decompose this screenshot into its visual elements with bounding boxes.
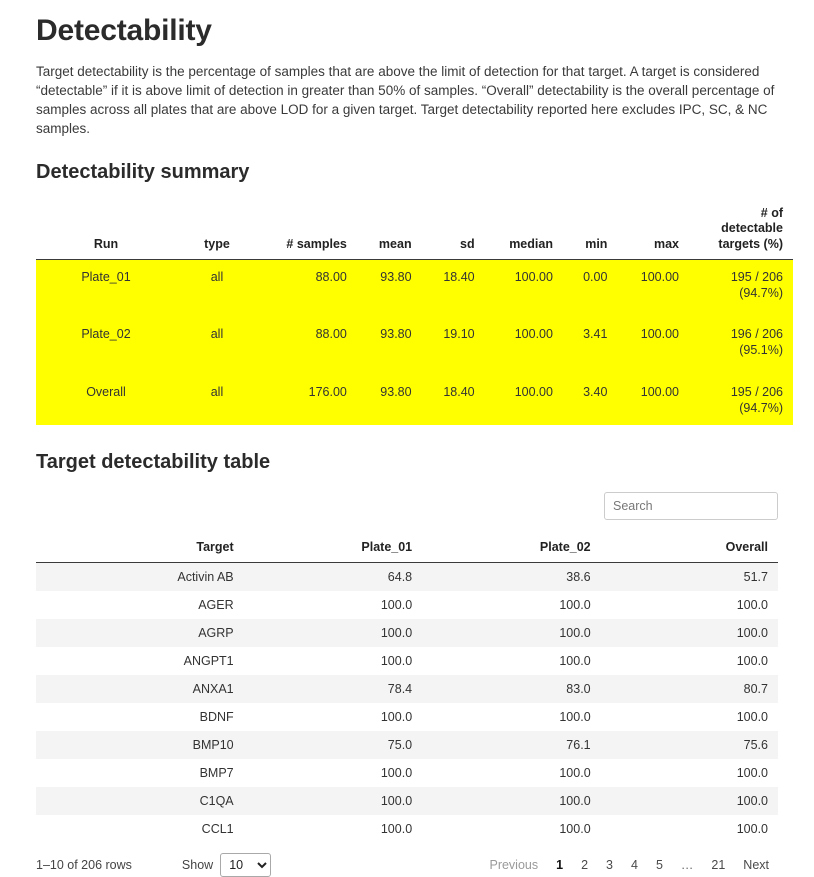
table-row: [36, 787, 778, 815]
detect-cell-target: BMP7: [199, 766, 234, 780]
pagination-page-21[interactable]: 21: [711, 858, 726, 872]
summary-col-min: min: [563, 202, 617, 259]
detect-table-footer: [36, 853, 778, 877]
detectability-summary-table: [36, 202, 793, 425]
detect-cell-plate-01: 100.0: [380, 598, 413, 612]
pagination: [480, 855, 778, 875]
rows-per-page-group: [182, 853, 271, 877]
detect-cell-target: Activin AB: [177, 570, 234, 584]
summary-col-max: max: [617, 202, 689, 259]
summary-table-head: [36, 202, 793, 259]
detect-cell-plate-02: 100.0: [559, 654, 591, 668]
summary-cell-samples: 88.00: [258, 259, 357, 310]
summary-col-median: median: [485, 202, 563, 259]
summary-cell-run: Overall: [36, 375, 176, 426]
table-row: [36, 563, 778, 592]
detect-cell-target: AGRP: [198, 626, 234, 640]
summary-cell-detectable-pct: (95.1%): [739, 343, 783, 358]
detect-cell-target: C1QA: [199, 794, 234, 808]
summary-col-detectable-line1: # of: [760, 205, 783, 220]
summary-cell-max: 100.00: [617, 317, 689, 368]
detect-cell-plate-02: 100.0: [559, 710, 591, 724]
detect-cell-plate-02: 100.0: [559, 626, 591, 640]
detect-table-body: [36, 563, 778, 844]
detect-cell-plate-02: 83.0: [566, 682, 591, 696]
detect-table-head: [36, 534, 778, 563]
detect-cell-overall: 100.0: [736, 766, 768, 780]
summary-cell-run: Plate_02: [36, 317, 176, 368]
summary-cell-type: all: [176, 317, 258, 368]
pagination-next[interactable]: Next: [743, 858, 769, 872]
summary-cell-min: 3.40: [563, 375, 617, 426]
detect-col-overall[interactable]: Overall: [601, 534, 778, 563]
detect-cell-plate-02: 100.0: [559, 766, 591, 780]
table-row: [36, 647, 778, 675]
detect-cell-target: CCL1: [201, 822, 234, 836]
pagination-ellipsis[interactable]: …: [680, 858, 694, 872]
detectability-summary-heading: Detectability summary: [36, 160, 250, 183]
detect-cell-plate-01: 100.0: [380, 766, 413, 780]
table-row: [36, 619, 778, 647]
summary-cell-detectable-count: 195 / 206: [730, 384, 783, 399]
summary-cell-type: all: [176, 259, 258, 310]
summary-cell-detectable-pct: (94.7%): [739, 400, 783, 415]
summary-cell-mean: 93.80: [357, 259, 422, 310]
summary-col-samples: # samples: [258, 202, 357, 259]
detect-cell-plate-02: 38.6: [566, 570, 591, 584]
detect-cell-overall: 100.0: [736, 598, 768, 612]
show-label: Show: [181, 858, 214, 872]
detect-cell-overall: 100.0: [736, 794, 768, 808]
detectability-summary-table-wrapper: [36, 202, 783, 425]
summary-cell-detectable-pct: (94.7%): [739, 285, 783, 300]
summary-row-spacer: [36, 368, 793, 375]
table-row: [36, 759, 778, 787]
page-intro-text: Target detectability is the percentage of samples that are above the limit of detection for that target. A target is considered “detectable” if it is above limit of detection in greater than 50% of samples. “Overall” detectability is the overall percentage of samples across all plates that are above LOD for a given target. Target detectability reported here excludes IPC, SC, & NC samples.: [36, 64, 775, 137]
summary-cell-median: 100.00: [485, 317, 563, 368]
summary-cell-max: 100.00: [617, 259, 689, 310]
summary-spacer-cell: [36, 368, 793, 375]
summary-cell-min: 3.41: [563, 317, 617, 368]
detect-cell-overall: 100.0: [736, 626, 768, 640]
pagination-page-3[interactable]: 3: [606, 858, 613, 872]
detect-cell-target: AGER: [198, 598, 234, 612]
summary-cell-detectable-count: 195 / 206: [730, 269, 783, 284]
summary-cell-detectable: [689, 375, 793, 426]
detect-cell-target: ANGPT1: [183, 654, 234, 668]
summary-col-run: Run: [36, 202, 176, 259]
summary-col-detectable-line2: detectable: [721, 221, 783, 236]
table-row: [36, 731, 778, 759]
detect-cell-plate-02: 76.1: [566, 738, 591, 752]
table-row: [36, 675, 778, 703]
summary-table-body: [36, 259, 793, 425]
table-row: [36, 815, 778, 843]
summary-cell-mean: 93.80: [357, 317, 422, 368]
detect-col-plate-01[interactable]: Plate_01: [244, 534, 423, 563]
summary-cell-sd: 18.40: [422, 375, 485, 426]
summary-row-spacer: [36, 310, 793, 317]
detect-cell-overall: 100.0: [736, 710, 768, 724]
detect-cell-overall: 75.6: [743, 738, 768, 752]
summary-cell-sd: 19.10: [422, 317, 485, 368]
detectability-page: [0, 14, 814, 877]
summary-col-mean: mean: [357, 202, 422, 259]
detect-cell-target: ANXA1: [192, 682, 234, 696]
detect-cell-plate-01: 100.0: [380, 822, 413, 836]
detect-cell-plate-01: 64.8: [387, 570, 413, 584]
summary-col-detectable-line3: targets (%): [718, 236, 783, 251]
detect-cell-plate-01: 78.4: [387, 682, 413, 696]
pagination-page-2[interactable]: 2: [581, 858, 589, 872]
detect-cell-overall: 51.7: [743, 570, 768, 584]
summary-cell-detectable-count: 196 / 206: [730, 327, 783, 341]
summary-cell-max: 100.00: [617, 375, 689, 426]
rows-per-page-select[interactable]: [220, 853, 271, 877]
detect-cell-plate-01: 100.0: [380, 710, 413, 724]
page-title: Detectability: [36, 14, 212, 47]
detect-cell-overall: 100.0: [736, 822, 768, 836]
detect-cell-plate-02: 100.0: [559, 598, 591, 612]
detect-cell-plate-01: 100.0: [380, 654, 413, 668]
detect-header-row: [36, 534, 778, 563]
summary-cell-min: 0.00: [563, 259, 617, 310]
table-row: [36, 375, 793, 426]
detect-cell-plate-01: 75.0: [387, 738, 413, 752]
target-detectability-heading: Target detectability table: [36, 451, 271, 473]
summary-cell-samples: 88.00: [258, 317, 357, 368]
detect-cell-target: BMP10: [192, 738, 234, 752]
summary-cell-median: 100.00: [485, 259, 563, 310]
table-row: [36, 259, 793, 310]
detect-cell-target: BDNF: [199, 710, 234, 724]
summary-cell-mean: 93.80: [357, 375, 422, 426]
summary-col-detectable-targets: [689, 202, 793, 259]
summary-header-row: [36, 202, 793, 259]
search-input[interactable]: [604, 492, 778, 520]
summary-cell-run: Plate_01: [36, 259, 176, 310]
detect-cell-plate-02: 100.0: [559, 794, 591, 808]
detect-cell-overall: 80.7: [743, 682, 768, 696]
detect-cell-plate-01: 100.0: [380, 794, 413, 808]
pagination-page-1[interactable]: 1: [556, 858, 564, 872]
detect-table-controls: [36, 492, 778, 520]
rows-info-label: 1–10 of 206 rows: [36, 858, 132, 872]
detect-col-plate-02[interactable]: Plate_02: [422, 534, 601, 563]
summary-cell-median: 100.00: [485, 375, 563, 426]
pagination-previous[interactable]: Previous: [489, 858, 539, 872]
summary-cell-type: all: [176, 375, 258, 426]
summary-col-type: type: [176, 202, 258, 259]
summary-col-sd: sd: [422, 202, 485, 259]
summary-cell-detectable: [689, 317, 793, 368]
pagination-page-5[interactable]: 5: [655, 858, 663, 872]
summary-cell-sd: 18.40: [422, 259, 485, 310]
detect-col-target[interactable]: Target: [36, 534, 244, 563]
pagination-page-4[interactable]: 4: [630, 858, 638, 872]
detect-cell-plate-02: 100.0: [559, 822, 591, 836]
summary-cell-detectable: [689, 259, 793, 310]
table-row: [36, 703, 778, 731]
summary-cell-samples: 176.00: [258, 375, 357, 426]
table-row: [36, 317, 793, 368]
summary-spacer-cell: [36, 310, 793, 317]
target-detectability-table: [36, 534, 778, 843]
detect-cell-overall: 100.0: [736, 654, 768, 668]
table-row: [36, 591, 778, 619]
detect-cell-plate-01: 100.0: [380, 626, 413, 640]
